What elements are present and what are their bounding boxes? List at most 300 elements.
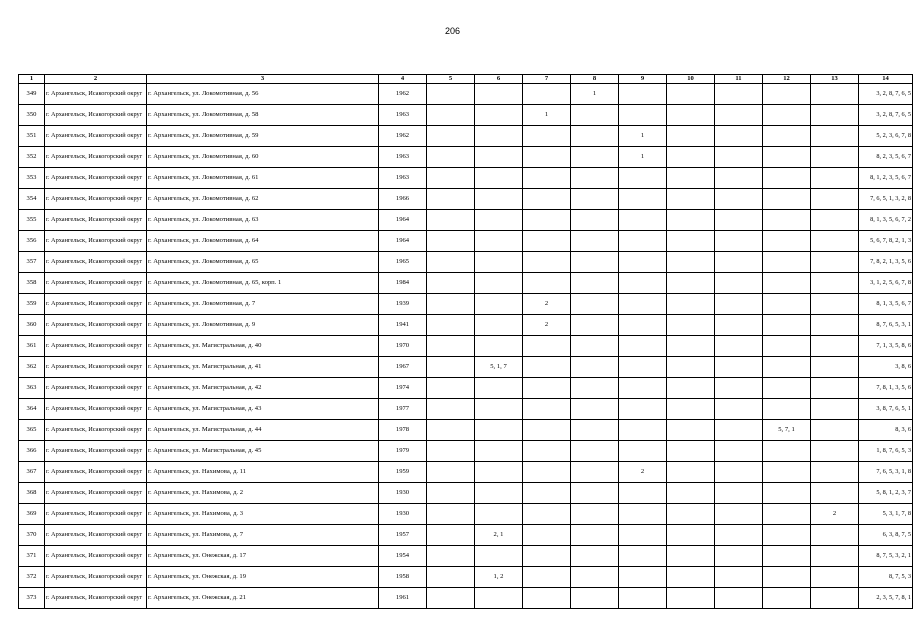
col8-cell — [571, 441, 619, 462]
year-cell: 1964 — [379, 210, 427, 231]
col8-cell — [571, 273, 619, 294]
col11-cell — [715, 567, 763, 588]
district-cell: г. Архангельск, Исакогорский округ — [45, 588, 147, 609]
year-cell: 1977 — [379, 399, 427, 420]
col6-cell — [475, 231, 523, 252]
address-cell: г. Архангельск, ул. Локомотивная, д. 65, корп. 1 — [147, 273, 379, 294]
col14-cell: 7, 8, 1, 3, 5, 6 — [859, 378, 913, 399]
col11-cell — [715, 315, 763, 336]
table-row — [19, 105, 913, 126]
col5-cell — [427, 567, 475, 588]
col8-cell — [571, 567, 619, 588]
col14-cell: 7, 6, 5, 3, 1, 8 — [859, 462, 913, 483]
address-cell: г. Архангельск, ул. Локомотивная, д. 56 — [147, 84, 379, 105]
year-cell: 1979 — [379, 441, 427, 462]
col14-cell: 3, 2, 8, 7, 6, 5 — [859, 105, 913, 126]
col12-cell — [763, 84, 811, 105]
col14-cell: 3, 1, 2, 5, 6, 7, 8 — [859, 273, 913, 294]
col12-cell — [763, 168, 811, 189]
row-number: 360 — [19, 315, 45, 336]
row-number: 358 — [19, 273, 45, 294]
col6-cell — [475, 462, 523, 483]
col10-cell — [667, 210, 715, 231]
column-header-10: 10 — [667, 75, 715, 84]
table-row — [19, 504, 913, 525]
col9-cell — [619, 357, 667, 378]
address-cell: г. Архангельск, ул. Нахимова, д. 7 — [147, 525, 379, 546]
district-cell: г. Архангельск, Исакогорский округ — [45, 147, 147, 168]
year-cell: 1963 — [379, 168, 427, 189]
col5-cell — [427, 588, 475, 609]
column-header-13: 13 — [811, 75, 859, 84]
col10-cell — [667, 588, 715, 609]
col8-cell — [571, 231, 619, 252]
district-cell: г. Архангельск, Исакогорский округ — [45, 315, 147, 336]
table-row — [19, 420, 913, 441]
col6-cell — [475, 189, 523, 210]
year-cell: 1967 — [379, 357, 427, 378]
table-row — [19, 147, 913, 168]
col6-cell — [475, 504, 523, 525]
col13-cell — [811, 168, 859, 189]
col9-cell — [619, 378, 667, 399]
col11-cell — [715, 168, 763, 189]
col11-cell — [715, 294, 763, 315]
district-cell: г. Архангельск, Исакогорский округ — [45, 357, 147, 378]
table-row — [19, 525, 913, 546]
header-row — [19, 75, 913, 84]
col6-cell — [475, 147, 523, 168]
col11-cell — [715, 483, 763, 504]
col8-cell — [571, 483, 619, 504]
col13-cell — [811, 357, 859, 378]
col5-cell — [427, 294, 475, 315]
col5-cell — [427, 231, 475, 252]
district-cell: г. Архангельск, Исакогорский округ — [45, 441, 147, 462]
col7-cell — [523, 525, 571, 546]
year-cell: 1958 — [379, 567, 427, 588]
column-header-7: 7 — [523, 75, 571, 84]
district-cell: г. Архангельск, Исакогорский округ — [45, 273, 147, 294]
col5-cell — [427, 147, 475, 168]
year-cell: 1954 — [379, 546, 427, 567]
col9-cell: 1 — [619, 147, 667, 168]
address-cell: г. Архангельск, ул. Магистральная, д. 40 — [147, 336, 379, 357]
col7-cell — [523, 273, 571, 294]
col9-cell — [619, 567, 667, 588]
col12-cell — [763, 399, 811, 420]
col11-cell — [715, 462, 763, 483]
col13-cell — [811, 546, 859, 567]
col11-cell — [715, 273, 763, 294]
col7-cell — [523, 84, 571, 105]
col9-cell — [619, 231, 667, 252]
col13-cell — [811, 441, 859, 462]
row-number: 356 — [19, 231, 45, 252]
year-cell: 1930 — [379, 504, 427, 525]
col12-cell — [763, 273, 811, 294]
col13-cell — [811, 483, 859, 504]
col12-cell — [763, 567, 811, 588]
col13-cell — [811, 252, 859, 273]
col9-cell — [619, 483, 667, 504]
col10-cell — [667, 462, 715, 483]
year-cell: 1939 — [379, 294, 427, 315]
col5-cell — [427, 546, 475, 567]
col12-cell — [763, 210, 811, 231]
table-row — [19, 336, 913, 357]
col12-cell — [763, 294, 811, 315]
col7-cell: 1 — [523, 105, 571, 126]
col12-cell — [763, 483, 811, 504]
year-cell: 1959 — [379, 462, 427, 483]
col9-cell: 1 — [619, 126, 667, 147]
row-number: 372 — [19, 567, 45, 588]
year-cell: 1962 — [379, 84, 427, 105]
district-cell: г. Архангельск, Исакогорский округ — [45, 84, 147, 105]
column-header-1: 1 — [19, 75, 45, 84]
address-cell: г. Архангельск, ул. Нахимова, д. 11 — [147, 462, 379, 483]
col13-cell — [811, 231, 859, 252]
col14-cell: 3, 2, 8, 7, 6, 5 — [859, 84, 913, 105]
col10-cell — [667, 483, 715, 504]
col5-cell — [427, 399, 475, 420]
col12-cell — [763, 588, 811, 609]
col9-cell — [619, 420, 667, 441]
table-row — [19, 567, 913, 588]
col6-cell — [475, 210, 523, 231]
col13-cell — [811, 105, 859, 126]
district-cell: г. Архангельск, Исакогорский округ — [45, 504, 147, 525]
col14-cell: 3, 8, 7, 6, 5, 1 — [859, 399, 913, 420]
row-number: 355 — [19, 210, 45, 231]
col12-cell — [763, 189, 811, 210]
col9-cell — [619, 84, 667, 105]
col11-cell — [715, 588, 763, 609]
column-header-6: 6 — [475, 75, 523, 84]
col14-cell: 5, 3, 1, 7, 8 — [859, 504, 913, 525]
col10-cell — [667, 420, 715, 441]
col14-cell: 5, 2, 3, 6, 7, 8 — [859, 126, 913, 147]
column-header-4: 4 — [379, 75, 427, 84]
address-cell: г. Архангельск, ул. Локомотивная, д. 61 — [147, 168, 379, 189]
col5-cell — [427, 462, 475, 483]
col7-cell — [523, 378, 571, 399]
col13-cell — [811, 273, 859, 294]
col5-cell — [427, 378, 475, 399]
col5-cell — [427, 441, 475, 462]
col8-cell — [571, 210, 619, 231]
table-row — [19, 168, 913, 189]
year-cell: 1963 — [379, 147, 427, 168]
col7-cell — [523, 504, 571, 525]
col13-cell — [811, 315, 859, 336]
col9-cell — [619, 336, 667, 357]
col8-cell — [571, 294, 619, 315]
row-number: 361 — [19, 336, 45, 357]
col5-cell — [427, 525, 475, 546]
table-row — [19, 357, 913, 378]
district-cell: г. Архангельск, Исакогорский округ — [45, 105, 147, 126]
col14-cell: 1, 8, 7, 6, 5, 3 — [859, 441, 913, 462]
address-cell: г. Архангельск, ул. Онежская, д. 17 — [147, 546, 379, 567]
table-row — [19, 210, 913, 231]
district-cell: г. Архангельск, Исакогорский округ — [45, 231, 147, 252]
col12-cell — [763, 315, 811, 336]
year-cell: 1965 — [379, 252, 427, 273]
col8-cell — [571, 399, 619, 420]
col6-cell: 5, 1, 7 — [475, 357, 523, 378]
col11-cell — [715, 147, 763, 168]
col7-cell: 2 — [523, 294, 571, 315]
col5-cell — [427, 483, 475, 504]
col6-cell: 1, 2 — [475, 567, 523, 588]
col12-cell: 5, 7, 1 — [763, 420, 811, 441]
col14-cell: 7, 1, 3, 5, 8, 6 — [859, 336, 913, 357]
table-row — [19, 273, 913, 294]
col13-cell — [811, 84, 859, 105]
col13-cell: 2 — [811, 504, 859, 525]
col7-cell — [523, 147, 571, 168]
year-cell: 1941 — [379, 315, 427, 336]
col7-cell — [523, 399, 571, 420]
col11-cell — [715, 357, 763, 378]
col7-cell — [523, 126, 571, 147]
col8-cell — [571, 525, 619, 546]
address-cell: г. Архангельск, ул. Нахимова, д. 3 — [147, 504, 379, 525]
col10-cell — [667, 399, 715, 420]
col10-cell — [667, 504, 715, 525]
col10-cell — [667, 315, 715, 336]
address-cell: г. Архангельск, ул. Локомотивная, д. 58 — [147, 105, 379, 126]
col14-cell: 8, 3, 6 — [859, 420, 913, 441]
row-number: 351 — [19, 126, 45, 147]
col9-cell — [619, 294, 667, 315]
col12-cell — [763, 378, 811, 399]
col6-cell — [475, 546, 523, 567]
col14-cell: 8, 1, 3, 5, 6, 7, 2 — [859, 210, 913, 231]
district-cell: г. Архангельск, Исакогорский округ — [45, 168, 147, 189]
col8-cell — [571, 168, 619, 189]
col14-cell: 8, 7, 5, 3, 2, 1 — [859, 546, 913, 567]
col13-cell — [811, 294, 859, 315]
row-number: 352 — [19, 147, 45, 168]
col12-cell — [763, 147, 811, 168]
col9-cell — [619, 399, 667, 420]
col7-cell — [523, 210, 571, 231]
col10-cell — [667, 126, 715, 147]
col11-cell — [715, 189, 763, 210]
col14-cell: 5, 8, 1, 2, 3, 7 — [859, 483, 913, 504]
col14-cell: 3, 8, 6 — [859, 357, 913, 378]
row-number: 349 — [19, 84, 45, 105]
table-row — [19, 84, 913, 105]
col8-cell — [571, 504, 619, 525]
column-header-9: 9 — [619, 75, 667, 84]
col9-cell — [619, 546, 667, 567]
table-row — [19, 294, 913, 315]
col13-cell — [811, 567, 859, 588]
year-cell: 1978 — [379, 420, 427, 441]
table-row — [19, 189, 913, 210]
address-cell: г. Архангельск, ул. Магистральная, д. 45 — [147, 441, 379, 462]
col11-cell — [715, 420, 763, 441]
col9-cell — [619, 189, 667, 210]
address-cell: г. Архангельск, ул. Локомотивная, д. 60 — [147, 147, 379, 168]
col6-cell — [475, 441, 523, 462]
col7-cell: 2 — [523, 315, 571, 336]
district-cell: г. Архангельск, Исакогорский округ — [45, 525, 147, 546]
col7-cell — [523, 420, 571, 441]
district-cell: г. Архангельск, Исакогорский округ — [45, 210, 147, 231]
col10-cell — [667, 105, 715, 126]
col13-cell — [811, 399, 859, 420]
column-header-8: 8 — [571, 75, 619, 84]
col10-cell — [667, 525, 715, 546]
col10-cell — [667, 273, 715, 294]
col13-cell — [811, 336, 859, 357]
district-cell: г. Архангельск, Исакогорский округ — [45, 567, 147, 588]
col9-cell — [619, 168, 667, 189]
col5-cell — [427, 315, 475, 336]
col14-cell: 5, 6, 7, 8, 2, 1, 3 — [859, 231, 913, 252]
col8-cell — [571, 126, 619, 147]
table-row — [19, 315, 913, 336]
row-number: 354 — [19, 189, 45, 210]
col8-cell — [571, 378, 619, 399]
col9-cell — [619, 273, 667, 294]
col12-cell — [763, 546, 811, 567]
row-number: 363 — [19, 378, 45, 399]
col7-cell — [523, 252, 571, 273]
col12-cell — [763, 357, 811, 378]
col7-cell — [523, 357, 571, 378]
column-header-2: 2 — [45, 75, 147, 84]
col12-cell — [763, 252, 811, 273]
col7-cell — [523, 483, 571, 504]
col14-cell: 8, 7, 5, 3 — [859, 567, 913, 588]
col6-cell — [475, 420, 523, 441]
column-header-5: 5 — [427, 75, 475, 84]
address-cell: г. Архангельск, ул. Локомотивная, д. 62 — [147, 189, 379, 210]
year-cell: 1961 — [379, 588, 427, 609]
col6-cell — [475, 336, 523, 357]
table-row — [19, 378, 913, 399]
col11-cell — [715, 84, 763, 105]
col8-cell — [571, 546, 619, 567]
address-cell: г. Архангельск, ул. Нахимова, д. 2 — [147, 483, 379, 504]
col7-cell — [523, 336, 571, 357]
table-row — [19, 252, 913, 273]
col7-cell — [523, 168, 571, 189]
col6-cell — [475, 294, 523, 315]
year-cell: 1966 — [379, 189, 427, 210]
col8-cell — [571, 315, 619, 336]
page-number: 206 — [444, 26, 461, 36]
col12-cell — [763, 231, 811, 252]
col5-cell — [427, 504, 475, 525]
col10-cell — [667, 357, 715, 378]
district-cell: г. Архангельск, Исакогорский округ — [45, 420, 147, 441]
col10-cell — [667, 147, 715, 168]
housing-table — [18, 74, 913, 609]
col5-cell — [427, 273, 475, 294]
col10-cell — [667, 294, 715, 315]
col10-cell — [667, 84, 715, 105]
col7-cell — [523, 567, 571, 588]
year-cell: 1970 — [379, 336, 427, 357]
col6-cell — [475, 315, 523, 336]
col8-cell — [571, 462, 619, 483]
col9-cell — [619, 504, 667, 525]
col8-cell — [571, 357, 619, 378]
col10-cell — [667, 231, 715, 252]
col5-cell — [427, 210, 475, 231]
col6-cell — [475, 105, 523, 126]
col14-cell: 8, 7, 6, 5, 3, 1 — [859, 315, 913, 336]
col6-cell — [475, 84, 523, 105]
district-cell: г. Архангельск, Исакогорский округ — [45, 462, 147, 483]
col7-cell — [523, 441, 571, 462]
col13-cell — [811, 588, 859, 609]
year-cell: 1984 — [379, 273, 427, 294]
col8-cell: 1 — [571, 84, 619, 105]
col8-cell — [571, 189, 619, 210]
col13-cell — [811, 378, 859, 399]
col9-cell — [619, 105, 667, 126]
column-header-11: 11 — [715, 75, 763, 84]
address-cell: г. Архангельск, ул. Локомотивная, д. 65 — [147, 252, 379, 273]
col12-cell — [763, 462, 811, 483]
col9-cell — [619, 315, 667, 336]
col7-cell — [523, 546, 571, 567]
col11-cell — [715, 252, 763, 273]
row-number: 350 — [19, 105, 45, 126]
address-cell: г. Архангельск, ул. Локомотивная, д. 7 — [147, 294, 379, 315]
table-row — [19, 441, 913, 462]
district-cell: г. Архангельск, Исакогорский округ — [45, 378, 147, 399]
district-cell: г. Архангельск, Исакогорский округ — [45, 294, 147, 315]
district-cell: г. Архангельск, Исакогорский округ — [45, 546, 147, 567]
district-cell: г. Архангельск, Исакогорский округ — [45, 399, 147, 420]
col12-cell — [763, 441, 811, 462]
col11-cell — [715, 126, 763, 147]
column-header-12: 12 — [763, 75, 811, 84]
district-cell: г. Архангельск, Исакогорский округ — [45, 126, 147, 147]
address-cell: г. Архангельск, ул. Локомотивная, д. 63 — [147, 210, 379, 231]
address-cell: г. Архангельск, ул. Онежская, д. 21 — [147, 588, 379, 609]
col13-cell — [811, 126, 859, 147]
col9-cell — [619, 210, 667, 231]
col6-cell — [475, 252, 523, 273]
district-cell: г. Архангельск, Исакогорский округ — [45, 252, 147, 273]
col11-cell — [715, 378, 763, 399]
col14-cell: 7, 8, 2, 1, 3, 5, 6 — [859, 252, 913, 273]
column-header-3: 3 — [147, 75, 379, 84]
col9-cell — [619, 441, 667, 462]
col10-cell — [667, 567, 715, 588]
table-row — [19, 588, 913, 609]
col6-cell — [475, 378, 523, 399]
year-cell: 1964 — [379, 231, 427, 252]
row-number: 373 — [19, 588, 45, 609]
col13-cell — [811, 147, 859, 168]
table-row — [19, 126, 913, 147]
col7-cell — [523, 588, 571, 609]
row-number: 369 — [19, 504, 45, 525]
district-cell: г. Архангельск, Исакогорский округ — [45, 189, 147, 210]
col5-cell — [427, 126, 475, 147]
